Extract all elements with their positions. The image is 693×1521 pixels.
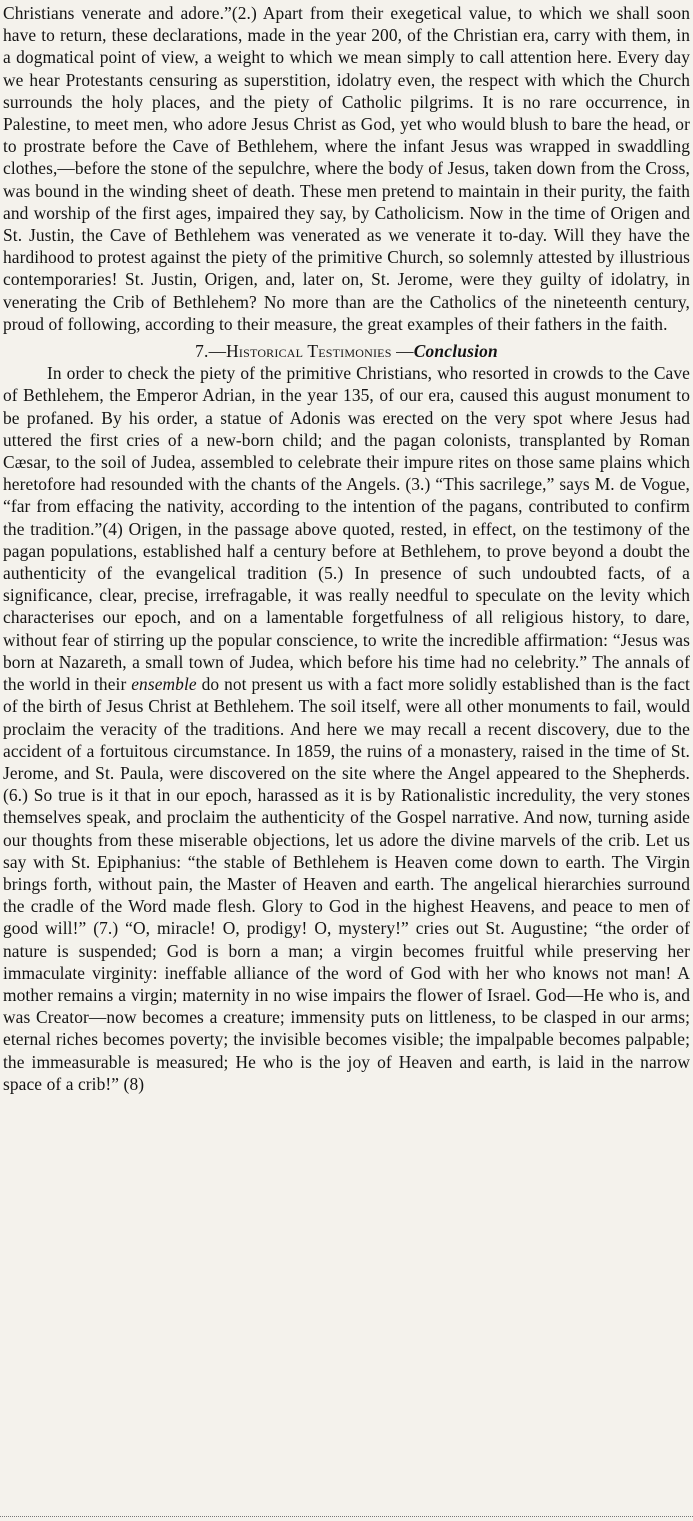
heading-conclusion: Conclusion bbox=[413, 341, 498, 362]
paragraph-origen-justin bbox=[3, 2, 690, 335]
section-heading bbox=[3, 340, 690, 362]
column-bottom-rule bbox=[0, 1516, 693, 1517]
heading-number: 7.— bbox=[195, 341, 227, 362]
paragraph-2-ensemble: ensemble bbox=[131, 674, 197, 695]
heading-title: Historical Testimonies bbox=[226, 341, 392, 362]
paragraph-historical-testimonies bbox=[3, 362, 690, 1095]
paragraph-2-text-a: In order to check the piety of the primitive Christians, who resorted in crowds to the Cave of Bethlehem, the Emperor Adrian, in the year 135, of our era, caused this august monument to be profaned. By his order, a statue of Adonis was erected on the very spot where Jesus had uttered the first cries of a new-born child; and the pagan colonists, transplanted by Roman Cæsar, to the soil of Judea, assembled to celebrate their impure rites on those same plains which heretofore had resounded with the chants of the Angels. (3.) “This sacrilege,” says M. de Vogue, “far from effacing the nativity, according to the intention of the pagans, contributed to confirm the tradition.”(4) Origen, in the passage above quoted, rested, in effect, on the testimony of the pagan populations, established half a century before at Bethlehem, to prove beyond a doubt the authenticity of the evangelical tradition (5.) In presence of such undoubted facts, of a significance, clear, precise, irrefragable, it was really needful to speculate on the levity which characterises our epoch, and on a lamentable forgetfulness of all religious history, to dare, without fear of stirring up the popular conscience, to write the incredible affirmation: “Jesus was born at Nazareth, a small town of Judea, which before his time had no celebrity.” The annals of the world in their bbox=[3, 363, 690, 695]
paragraph-1-text: Christians venerate and adore.”(2.) Apart from their exegetical value, to which we shall soon have to return, these declarations, made in the year 200, of the Christian era, carry with them, in a dogmatical point of view, a weight to which we mean simply to call attention here. Every day we hear Protestants censuring as superstition, idolatry even, the respect with which the Church surrounds the holy places, and the piety of Catholic pilgrims. It is no rare occurrence, in Palestine, to meet men, who adore Jesus Christ as God, yet who would blush to bare the head, or to prostrate before the Cave of Bethlehem, where the infant Jesus was wrapped in swaddling clothes,—before the stone of the sepulchre, where the body of Jesus, taken down from the Cross, was bound in the winding sheet of death. These men pretend to maintain in their purity, the faith and worship of the first ages, impaired they say, by Catholicism. Now in the time of Origen and St. Justin, the Cave of Bethlehem was venerated as we venerate it to-day. Will they have the hardihood to protest against the piety of the primitive Church, so solemnly attested by illustrious contemporaries! St. Justin, Origen, and, later on, St. Jerome, were they guilty of idolatry, in venerating the Crib of Bethlehem? No more than are the Catholics of the nineteenth century, proud of following, according to their measure, the great examples of their fathers in the faith. bbox=[3, 3, 690, 334]
paragraph-2-text-b: do not present us with a fact more solidly established than is the fact of the birth of Jesus Christ at Bethlehem. The soil itself, were all other monuments to fail, would proclaim the veracity of the traditions. And here we may recall a recent discovery, due to the accident of a fortuitous circumstance. In 1859, the ruins of a monastery, raised in the time of St. Jerome, and St. Paula, were discovered on the site where the Angel appeared to the Shepherds. (6.) So true is it that in our epoch, harassed as it is by Rationalistic incredulity, the very stones themselves speak, and proclaim the authenticity of the Gospel narrative. And now, turning aside our thoughts from these miserable objections, let us adore the divine marvels of the crib. Let us say with St. Epiphanius: “the stable of Bethlehem is Heaven come down to earth. The Virgin brings forth, without pain, the Master of Heaven and earth. The angelical hierarchies surround the cradle of the Word made flesh. Glory to God in the highest Heavens, and peace to men of good will!” (7.) “O, miracle! O, prodigy! O, mystery!” cries out St. Augustine; “the order of nature is suspended; God is born a man; a virgin becomes fruitful while preserving her immaculate virginity: ineffable alliance of the word of God with her who knows not man! A mother remains a virgin; maternity in no wise impairs the flower of Israel. God—He who is, and was Creator—now becomes a creature; immensity puts on littleness, to be clasped in our arms; eternal riches becomes poverty; the invisible becomes visible; the impalpable becomes palpable; the immeasurable is measured; He who is the joy of Heaven and earth, is laid in the narrow space of a crib!” (8) bbox=[3, 674, 690, 1094]
heading-dash: — bbox=[391, 341, 414, 362]
